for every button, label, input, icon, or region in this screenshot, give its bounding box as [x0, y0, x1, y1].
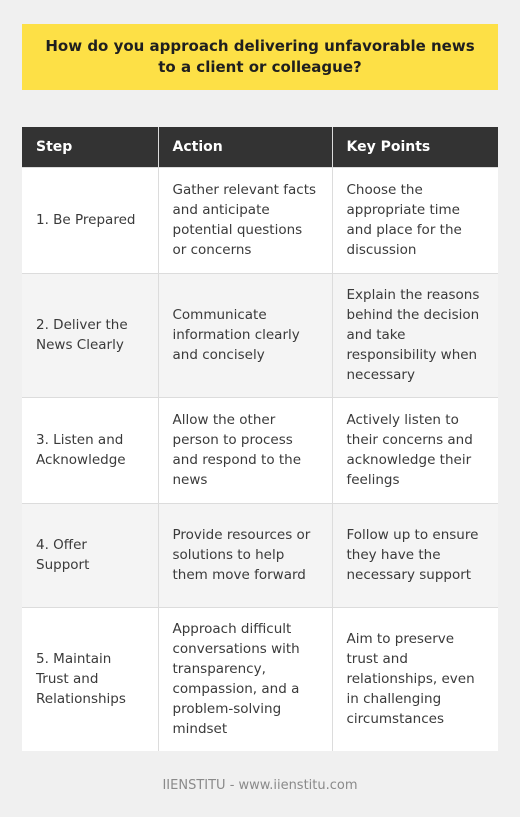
cell-key-points: Follow up to ensure they have the necessary support	[332, 503, 498, 607]
cell-key-points: Choose the appropriate time and place for the discussion	[332, 167, 498, 273]
cell-step: 2. Deliver the News Clearly	[22, 273, 158, 397]
table-row	[22, 503, 498, 607]
cell-action: Communicate information clearly and concisely	[158, 273, 332, 397]
cell-action: Allow the other person to process and respond to the news	[158, 397, 332, 503]
table-row	[22, 273, 498, 397]
header-action: Action	[158, 127, 332, 167]
footer-credit: IIENSTITU - www.iienstitu.com	[162, 778, 358, 793]
cell-step: 5. Maintain Trust and Relationships	[22, 607, 158, 751]
cell-action: Gather relevant facts and anticipate potential questions or concerns	[158, 167, 332, 273]
title-banner	[22, 24, 498, 90]
steps-table	[22, 127, 498, 751]
header-step: Step	[22, 127, 158, 167]
table-row	[22, 167, 498, 273]
cell-step: 3. Listen and Acknowledge	[22, 397, 158, 503]
cell-action: Provide resources or solutions to help them move forward	[158, 503, 332, 607]
cell-key-points: Actively listen to their concerns and acknowledge their feelings	[332, 397, 498, 503]
table-header-row	[22, 127, 498, 167]
page-title: How do you approach delivering unfavorable news to a client or colleague?	[45, 37, 475, 76]
table-row	[22, 607, 498, 751]
cell-action: Approach difficult conversations with transparency, compassion, and a problem-solving mindset	[158, 607, 332, 751]
cell-step: 1. Be Prepared	[22, 167, 158, 273]
table-row	[22, 397, 498, 503]
cell-key-points: Aim to preserve trust and relationships, even in challenging circumstances	[332, 607, 498, 751]
cell-key-points: Explain the reasons behind the decision and take responsibility when necessary	[332, 273, 498, 397]
cell-step: 4. Offer Support	[22, 503, 158, 607]
header-key-points: Key Points	[332, 127, 498, 167]
